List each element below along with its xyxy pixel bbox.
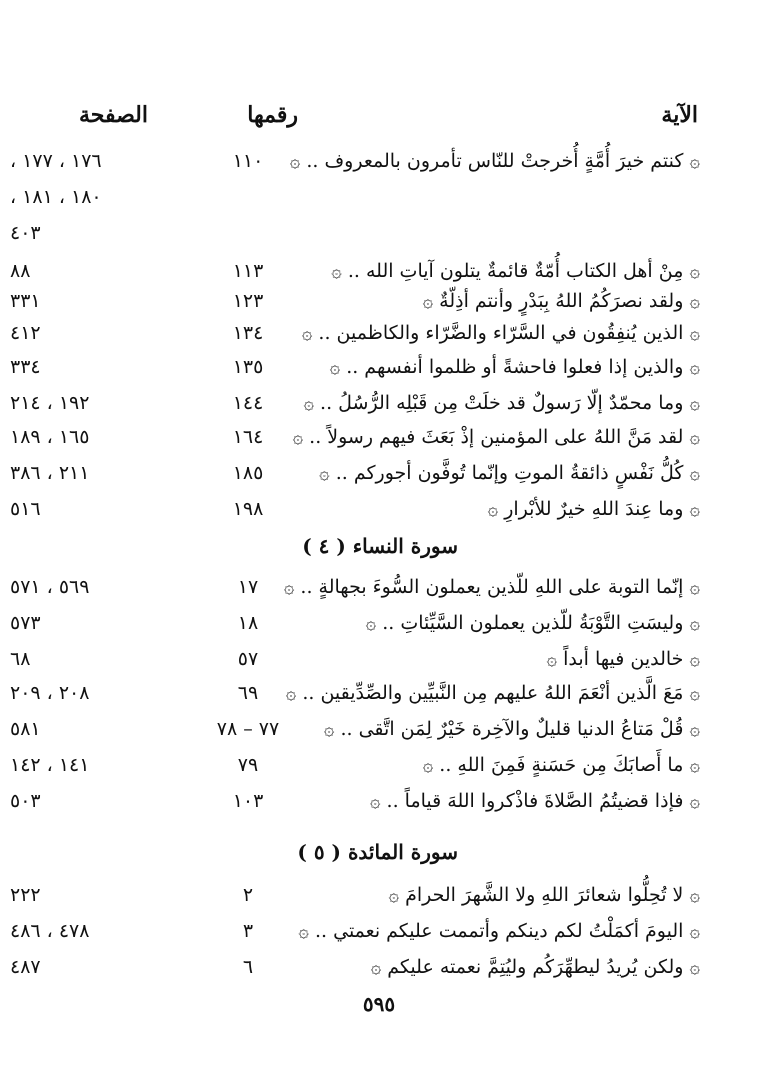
- list-item: [0, 916, 758, 950]
- verse-number: ١٣٤: [232, 322, 264, 344]
- verse-number: ١٢٣: [232, 290, 264, 312]
- ornament-close-icon: ۞: [370, 957, 382, 978]
- list-item: [0, 714, 758, 748]
- page-references: ٤٧٨ ، ٤٨٦: [10, 920, 90, 942]
- page-references: ٤٨٧: [10, 956, 41, 978]
- page-references: ٢٢٢: [10, 884, 41, 906]
- verse-label: كُلُّ نَفْسٍ ذائقةُ الموتِ وإنّما تُوفَّون أجوركم ..: [335, 462, 684, 484]
- verse-label: الذين يُنفِقُون في السَّرّاء والضَّرّاء والكاظمين ..: [318, 322, 684, 344]
- verse-text: [289, 146, 700, 177]
- ornament-open-icon: ۞: [689, 957, 700, 978]
- ornament-open-icon: ۞: [689, 393, 700, 414]
- verse-text: [300, 256, 700, 287]
- page-references: ٣٣١: [10, 290, 41, 312]
- verse-text: [300, 608, 700, 639]
- verse-label: لا تُحِلُّوا شعائرَ اللهِ ولا الشَّهرَ الحرامَ: [405, 884, 684, 906]
- verse-number: ١٣٥: [232, 356, 264, 378]
- verse-label: لقد مَنَّ اللهُ على المؤمنين إذْ بَعَثَ فيهم رسولاً ..: [309, 426, 684, 448]
- list-item: [0, 572, 758, 606]
- verse-label: والذين إذا فعلوا فاحشةً أو ظلموا أنفسهم ..: [346, 356, 684, 378]
- page-references: ٨٨: [10, 260, 31, 282]
- list-item: [0, 352, 758, 386]
- page-references: ١٩٢ ، ٢١٤: [10, 392, 90, 414]
- page-references: ١٦٥ ، ١٨٩: [10, 426, 90, 448]
- ornament-open-icon: ۞: [689, 921, 700, 942]
- verse-text: [300, 916, 700, 947]
- page-references: ٣٣٤: [10, 356, 41, 378]
- page-references: ١٨٠ ، ١٨١ ،: [10, 186, 102, 208]
- page-references: ٤٠٣: [10, 222, 41, 244]
- verse-number: ٣: [242, 920, 254, 942]
- section-title-nisa: سورة النساء ( ٤ ): [302, 534, 458, 558]
- ornament-open-icon: ۞: [689, 649, 700, 670]
- ornament-open-icon: ۞: [689, 151, 700, 172]
- verse-number: ١١٣: [232, 260, 264, 282]
- section-title-maida: سورة المائدة ( ٥ ): [297, 840, 458, 864]
- ornament-open-icon: ۞: [689, 885, 700, 906]
- verse-text: [283, 572, 700, 603]
- verse-label: وليسَتِ التَّوْبَةُ للّذين يعملون السَّيِّئاتِ ..: [382, 612, 684, 634]
- verse-number: ١٧: [237, 576, 259, 598]
- verse-text: [300, 388, 700, 419]
- list-item: [0, 218, 758, 252]
- verse-text: [300, 286, 700, 317]
- verse-label: إنّما التوبة على اللهِ للّذين يعملون السُّوءَ بجهالةٍ ..: [300, 576, 684, 598]
- ornament-close-icon: ۞: [422, 291, 434, 312]
- ornament-open-icon: ۞: [689, 683, 700, 704]
- ornament-close-icon: ۞: [329, 357, 341, 378]
- list-item: [0, 146, 758, 180]
- verse-number: ١١٠: [232, 150, 264, 172]
- verse-label: كنتم خيرَ أُمَّةٍ أُخرجتْ للنّاس تأمرون بالمعروف ..: [306, 150, 684, 172]
- verse-number: ١٨: [237, 612, 259, 634]
- list-item: [0, 182, 758, 216]
- verse-label: وما محمّدٌ إلّا رَسولٌ قد خلَتْ مِن قَبْلِه الرُّسُلُ ..: [320, 392, 684, 414]
- ornament-close-icon: ۞: [319, 463, 330, 484]
- page-references: ١٧٦ ، ١٧٧ ،: [10, 150, 102, 172]
- list-item: [0, 880, 758, 914]
- ornament-open-icon: ۞: [689, 323, 700, 344]
- list-item: [0, 458, 758, 492]
- page-references: ٥١٦: [10, 498, 41, 520]
- list-item: [0, 286, 758, 320]
- ornament-open-icon: ۞: [689, 427, 700, 448]
- ornament-close-icon: ۞: [487, 499, 499, 520]
- page-references: ٢١١ ، ٣٨٦: [10, 462, 90, 484]
- verse-label: مِنْ أهل الكتاب أُمّةٌ قائمةٌ يتلون آياتِ الله ..: [347, 260, 684, 282]
- ornament-open-icon: ۞: [689, 499, 700, 520]
- page-references: ٥٨١: [10, 718, 41, 740]
- list-item: [0, 786, 758, 820]
- ornament-close-icon: ۞: [289, 151, 301, 172]
- ornament-close-icon: ۞: [283, 577, 295, 598]
- ornament-close-icon: ۞: [301, 323, 313, 344]
- verse-label: اليومَ أكمَلْتُ لكم دينكم وأتممت عليكم نعمتي ..: [314, 920, 684, 942]
- ornament-open-icon: ۞: [689, 291, 700, 312]
- verse-number: ٥٧: [237, 648, 259, 670]
- verse-label: ما أَصابَكَ مِن حَسَنةٍ فَمِنَ اللهِ ..: [439, 754, 684, 776]
- verse-text: [300, 458, 700, 489]
- ornament-close-icon: ۞: [369, 791, 381, 812]
- verse-number: ١٨٥: [232, 462, 264, 484]
- list-item: [0, 256, 758, 290]
- verse-label: مَعَ الَّذين أنْعَمَ اللهُ عليهم مِن النَّبيِّين والصِّدِّيقين ..: [302, 682, 684, 704]
- verse-number: ١٠٣: [232, 790, 264, 812]
- verse-text: [300, 880, 700, 911]
- verse-number: ٧٩: [237, 754, 259, 776]
- table-header: [0, 102, 758, 138]
- verse-number: ٢: [242, 884, 254, 906]
- verse-number: ٦٩: [237, 682, 259, 704]
- ornament-close-icon: ۞: [285, 683, 297, 704]
- verse-number: ٦: [242, 956, 254, 978]
- verse-number: ١٦٤: [232, 426, 264, 448]
- verse-label: ولكن يُريدُ ليطهِّرَكُم وليُتِمَّ نعمته عليكم: [387, 956, 684, 978]
- list-item: [0, 608, 758, 642]
- verse-text: [285, 678, 700, 709]
- ornament-open-icon: ۞: [689, 613, 700, 634]
- list-item: [0, 388, 758, 422]
- verse-label: وما عِندَ اللهِ خيرٌ للأبْرارِ: [504, 498, 684, 520]
- ornament-close-icon: ۞: [546, 649, 558, 670]
- list-item: [0, 678, 758, 712]
- header-page: الصفحة: [78, 102, 148, 128]
- page-references: ١٤١ ، ١٤٢: [10, 754, 90, 776]
- page-number: ٥٩٥: [362, 992, 396, 1016]
- verse-text: [300, 750, 700, 781]
- verse-label: ولقد نصرَكُمُ اللهُ بِبَدْرٍ وأنتم أذِلّةٌ: [439, 290, 684, 312]
- page-references: ٦٨: [10, 648, 31, 670]
- list-item: [0, 494, 758, 528]
- page-references: ٤١٢: [10, 322, 41, 344]
- ornament-open-icon: ۞: [689, 719, 700, 740]
- verse-label: قُلْ مَتاعُ الدنيا قليلٌ والآخِرة خَيْرٌ لِمَن اتَّقى ..: [340, 718, 684, 740]
- ornament-open-icon: ۞: [689, 463, 700, 484]
- header-number: رقمها: [247, 102, 298, 128]
- ornament-open-icon: ۞: [689, 357, 700, 378]
- verse-text: [292, 422, 700, 453]
- ornament-open-icon: ۞: [689, 261, 700, 282]
- ornament-close-icon: ۞: [388, 885, 400, 906]
- verse-text: [300, 352, 700, 383]
- verse-text: [300, 714, 700, 745]
- page-references: ٥٠٣: [10, 790, 41, 812]
- verse-text: [300, 952, 700, 983]
- list-item: [0, 318, 758, 352]
- page-references: ٢٠٨ ، ٢٠٩: [10, 682, 90, 704]
- ornament-close-icon: ۞: [323, 719, 335, 740]
- verse-label: خالدين فيها أبداً: [563, 648, 684, 670]
- list-item: [0, 750, 758, 784]
- ornament-close-icon: ۞: [422, 755, 434, 776]
- page-references: ٥٦٩ ، ٥٧١: [10, 576, 90, 598]
- list-item: [0, 422, 758, 456]
- ornament-open-icon: ۞: [689, 791, 700, 812]
- ornament-open-icon: ۞: [689, 577, 700, 598]
- page-references: ٥٧٣: [10, 612, 41, 634]
- verse-number: ١٤٤: [232, 392, 264, 414]
- ornament-close-icon: ۞: [292, 427, 304, 448]
- verse-text: [300, 318, 700, 349]
- ornament-close-icon: ۞: [303, 393, 314, 414]
- ornament-close-icon: ۞: [331, 261, 342, 282]
- verse-number: ٧٧ – ٧٨: [216, 718, 280, 740]
- list-item: [0, 952, 758, 986]
- verse-text: [300, 644, 700, 675]
- verse-label: فإذا قضيتُمُ الصَّلاةَ فاذْكروا اللهَ قياماً ..: [386, 790, 684, 812]
- ornament-close-icon: ۞: [298, 921, 309, 942]
- verse-number: ١٩٨: [232, 498, 264, 520]
- verse-text: [300, 786, 700, 817]
- verse-text: [300, 494, 700, 525]
- ornament-close-icon: ۞: [365, 613, 377, 634]
- header-verse: الآية: [661, 102, 698, 128]
- ornament-open-icon: ۞: [689, 755, 700, 776]
- list-item: [0, 644, 758, 678]
